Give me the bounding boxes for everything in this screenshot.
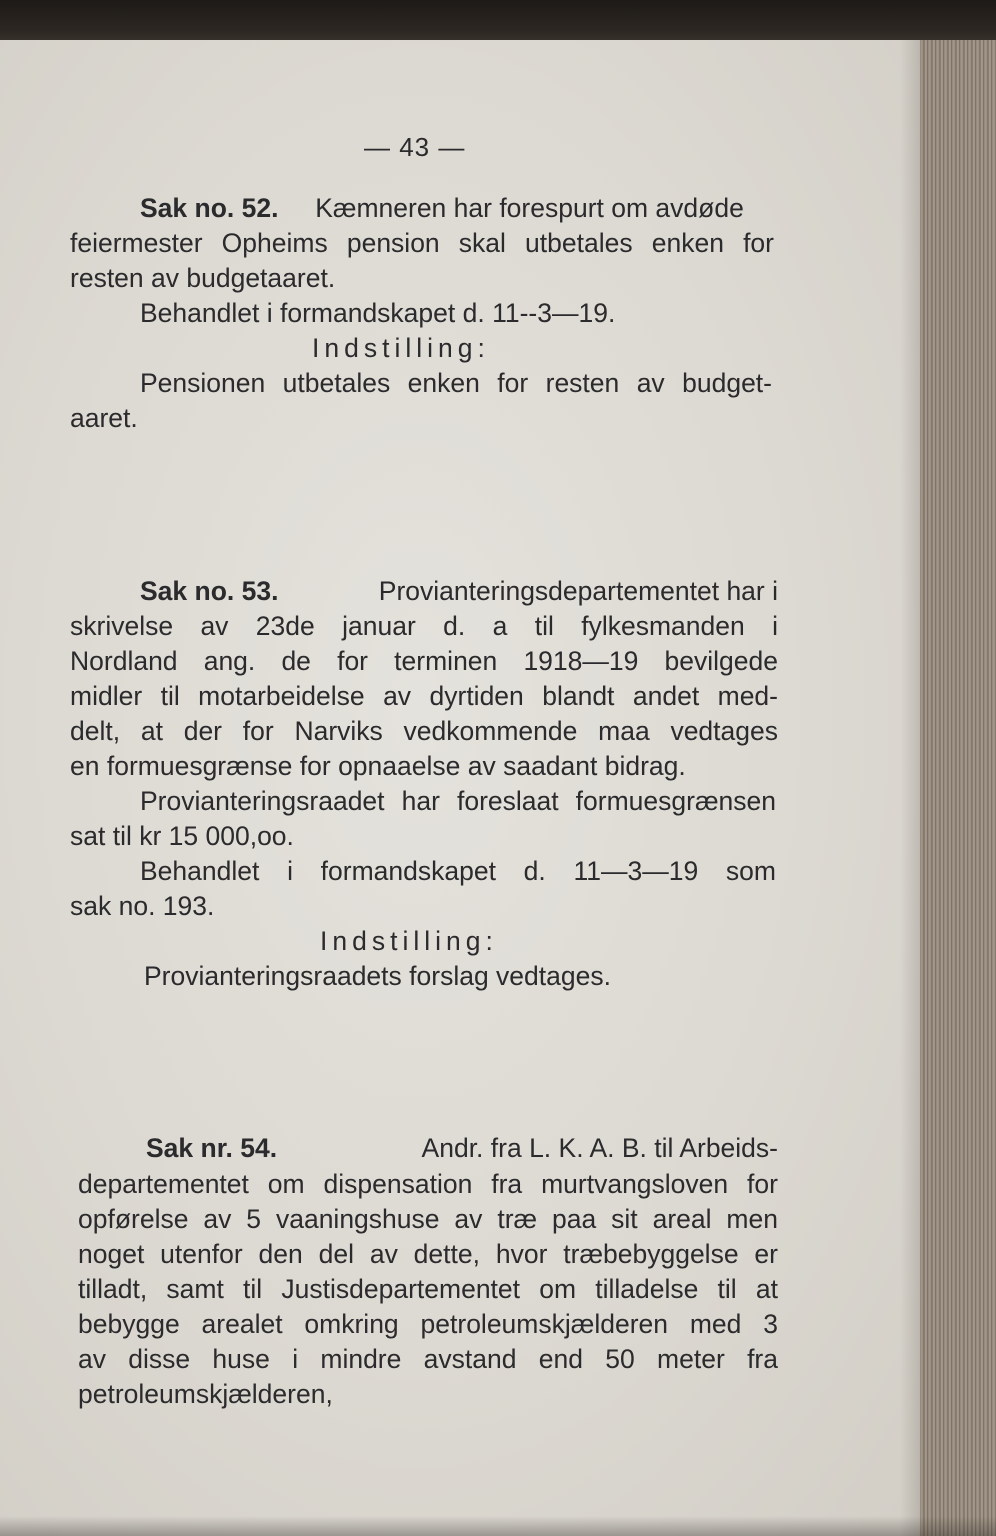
paragraph-line: opførelse av 5 vaaningshuse av træ paa sit areal men — [78, 1204, 778, 1234]
paragraph-line: bebygge arealet omkring petroleumskjælderen med 3 — [78, 1309, 778, 1339]
paragraph-line: Nordland ang. de for terminen 1918—19 bevilgede — [70, 646, 778, 676]
scan-bottom-edge — [0, 1516, 996, 1536]
paragraph-line: noget utenfor den del av dette, hvor træbebyggelse er — [78, 1239, 778, 1269]
paragraph-line: en formuesgrænse for opnaaelse av saadant bidrag. — [70, 751, 686, 781]
scan-top-edge — [0, 0, 996, 44]
paragraph-line: feiermester Opheims pension skal utbetales enken for — [70, 228, 774, 258]
case-number: Sak no. 52. — [140, 193, 279, 223]
paragraph-line: departementet om dispensation fra murtvangsloven for — [78, 1169, 778, 1199]
page-number: — 43 — — [364, 132, 466, 162]
paragraph-line: Pensionen utbetales enken for resten av budget- — [140, 368, 772, 398]
paragraph-line: sat til kr 15 000,oo. — [70, 821, 294, 851]
paragraph-line: Provianteringsdepartementet har i — [378, 576, 778, 606]
paragraph-line: delt, at der for Narviks vedkommende maa vedtages — [70, 716, 778, 746]
recommendation-heading: Indstilling: — [320, 926, 498, 956]
case-number: Sak no. 53. — [140, 576, 279, 606]
paragraph-line: tilladt, samt til Justisdepartementet om tilladelse til at — [78, 1274, 778, 1304]
paragraph-line: skrivelse av 23de januar d. a til fylkesmanden i — [70, 611, 778, 641]
case-52-heading — [140, 192, 744, 224]
recommendation-heading: Indstilling: — [312, 333, 490, 363]
paragraph-line: petroleumskjælderen, — [78, 1379, 333, 1409]
paragraph-line: Behandlet i formandskapet d. 11--3—19. — [140, 298, 616, 328]
case-54-heading — [146, 1132, 778, 1164]
paragraph-line: Provianteringsraadets forslag vedtages. — [144, 961, 611, 991]
paragraph-line: av disse huse i mindre avstand end 50 meter fra — [78, 1344, 778, 1374]
paragraph-line: Andr. fra L. K. A. B. til Arbeids- — [421, 1133, 778, 1163]
paragraph-line: aaret. — [70, 403, 138, 433]
page-edges — [920, 40, 996, 1536]
paragraph-line: midler til motarbeidelse av dyrtiden blandt andet med- — [70, 681, 778, 711]
paragraph-line: resten av budgetaaret. — [70, 263, 336, 293]
paragraph-line: Kæmneren har forespurt om avdøde — [315, 193, 744, 223]
case-53-heading — [140, 575, 778, 607]
case-number: Sak nr. 54. — [146, 1133, 278, 1163]
paragraph-line: sak no. 193. — [70, 891, 215, 921]
paragraph-line: Behandlet i formandskapet d. 11—3—19 som — [140, 856, 776, 886]
paragraph-line: Provianteringsraadet har foreslaat formuesgrænsen — [140, 786, 776, 816]
